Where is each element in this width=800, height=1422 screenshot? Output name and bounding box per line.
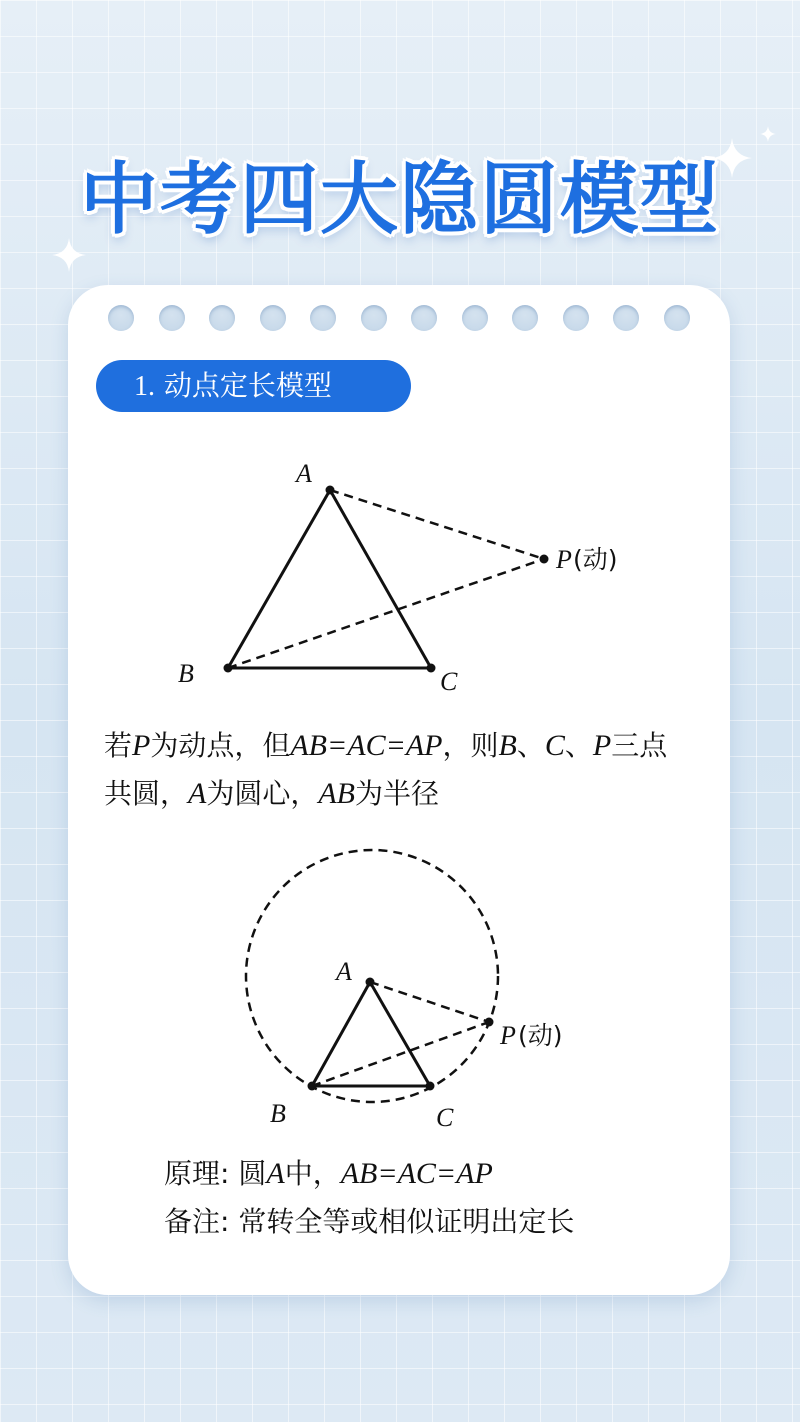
binder-hole: [664, 305, 690, 331]
label-moving-2: (动): [518, 1021, 563, 1050]
label-p-2: P: [500, 1021, 516, 1050]
label-a: A: [296, 459, 312, 488]
binder-holes: [108, 305, 690, 335]
label-a-2: A: [336, 957, 352, 986]
binder-hole: [512, 305, 538, 331]
binder-hole: [613, 305, 639, 331]
binder-hole: [108, 305, 134, 331]
sparkle-icon: [760, 126, 776, 142]
binder-hole: [563, 305, 589, 331]
principle-line: 原理: 圆A中，AB=AC=AP: [164, 1157, 493, 1190]
binder-hole: [462, 305, 488, 331]
principle-text: [164, 1150, 684, 1246]
label-b-2: B: [270, 1099, 286, 1128]
section-heading: [96, 360, 411, 412]
binder-hole: [310, 305, 336, 331]
description-text: [104, 722, 724, 818]
description-line-2: 共圆，A为圆心，AB为半径: [104, 777, 440, 810]
label-c-2: C: [436, 1103, 454, 1132]
label-c: C: [440, 667, 458, 696]
section-number: 1.: [134, 371, 155, 402]
description-line-1: 若P为动点，但AB=AC=AP，则B、C、P三点: [104, 729, 668, 762]
note-line: 备注: 常转全等或相似证明出定长: [164, 1205, 575, 1238]
page-title: 中考四大隐圆模型: [79, 155, 720, 245]
binder-hole: [411, 305, 437, 331]
label-b: B: [178, 659, 194, 688]
label-moving: (动): [573, 545, 618, 574]
binder-hole: [361, 305, 387, 331]
section-label: 动点定长模型: [163, 369, 332, 402]
binder-hole: [260, 305, 286, 331]
binder-hole: [159, 305, 185, 331]
label-p: P: [556, 545, 572, 574]
binder-hole: [209, 305, 235, 331]
